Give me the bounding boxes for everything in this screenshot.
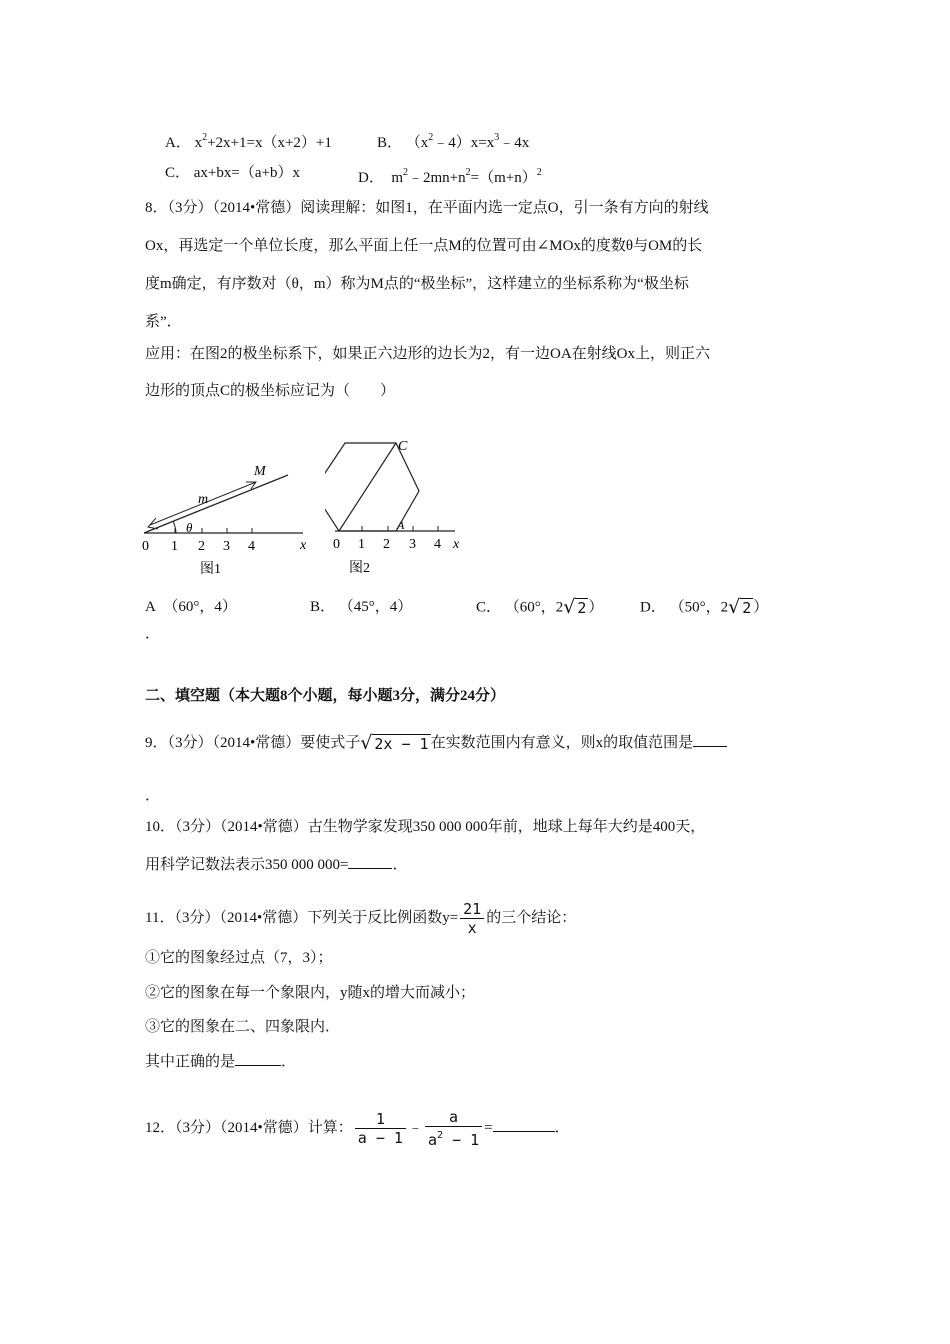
fraction-a-over-a2-minus-1: $\frac{a}{a^2 - 1}$ xyxy=(425,1108,482,1149)
q8-line-4: 系”． xyxy=(145,314,182,330)
fig1-caption: 图1 xyxy=(200,562,221,577)
fig1-tick-1: 1 xyxy=(171,539,178,554)
fraction-1-over-a-minus-1: $\frac{1}{a - 1}$ xyxy=(355,1110,406,1147)
fig2-tick-3: 3 xyxy=(409,537,416,552)
fig2-tick-0: 0 xyxy=(333,537,340,552)
sqrt-expression: √ 2x − 1 xyxy=(360,731,429,754)
fig1-tick-4: 4 xyxy=(248,539,255,554)
fig2-tick-2: 2 xyxy=(383,537,390,552)
fraction-21-over-x: $\frac{21}{x}$ xyxy=(460,900,484,937)
q7-option-b: B． $(x^2﹣4)x=x^3﹣4x$ xyxy=(377,132,530,151)
answer-blank xyxy=(348,854,392,869)
q8-option-b: B． （45°，4） xyxy=(310,599,413,615)
q7-option-c: C． ax+bx=（a+b）x xyxy=(165,165,300,181)
figure-1 xyxy=(138,455,313,580)
q8-line-2: Ox，再选定一个单位长度，那么平面上任一点M的位置可由∠MOx的度数θ与OM的长 xyxy=(145,238,703,254)
fig1-label-M: M xyxy=(254,464,266,479)
figure-2 xyxy=(325,430,470,580)
q8-option-c: C． （60°，2√ 2 ） xyxy=(476,596,604,618)
fig2-caption: 图2 xyxy=(349,561,370,576)
fig2-label-A: A xyxy=(397,518,405,532)
fig2-tick-1: 1 xyxy=(358,537,365,552)
q10-line-1: 10．（3分）（2014•常德）古生物学家发现350 000 000年前，地球上每年大约是400天， xyxy=(145,819,706,835)
fig2-tick-4: 4 xyxy=(434,537,441,552)
q7-option-a: A． $x^2+2x+1=x(x+2)+1$ xyxy=(165,132,332,151)
q8-trailing-dot: ． xyxy=(145,626,161,642)
fig1-label-x: x xyxy=(300,538,307,553)
q9-line: 9．（3分）（2014•常德）要使式子√ 2x − 1 在实数范围内有意义，则x的取值范围是 xyxy=(145,732,727,755)
q8-option-d: D． （50°，2√ 2 ） xyxy=(640,596,769,618)
q11-item-2: ②它的图象在每一个象限内，y随x的增大而减小； xyxy=(145,985,476,1001)
q7-option-d: D． $m^2﹣2mn+n^2=(m+n)^2$ xyxy=(358,167,542,186)
q12-line: 12．（3分）（2014•常德）计算： $\frac{1}{a - 1}$ ﹣ $\frac{a}{a^2 - 1}$ = ． xyxy=(145,1108,570,1149)
fig1-tick-3: 3 xyxy=(223,539,230,554)
sqrt-2: √ 2 xyxy=(728,596,752,618)
q8-line-5: 应用：在图2的极坐标系下，如果正六边形的边长为2，有一边OA在射线Ox上，则正六 xyxy=(145,346,711,362)
q11-line: 11．（3分）（2014•常德）下列关于反比例函数y= $\frac{21}{x}$ 的三个结论： xyxy=(145,900,577,937)
answer-blank xyxy=(235,1051,281,1066)
sqrt-2: √ 2 xyxy=(563,596,587,618)
q10-line-2: 用科学记数法表示350 000 000= ． xyxy=(145,854,407,875)
answer-blank xyxy=(693,732,727,747)
q8-line-1: 8．（3分）（2014•常德）阅读理解：如图1，在平面内选一定点O，引一条有方向的射线 xyxy=(145,200,709,216)
fig1-label-m: m xyxy=(198,492,209,507)
q9-trailing-dot: ． xyxy=(145,788,161,804)
q11-item-1: ①它的图象经过点（7，3）； xyxy=(145,950,333,966)
q11-item-3: ③它的图象在二、四象限内． xyxy=(145,1019,341,1035)
fig1-tick-2: 2 xyxy=(198,539,205,554)
q11-answer-line: 其中正确的是 ． xyxy=(145,1051,296,1072)
fig2-label-x: x xyxy=(453,537,460,552)
fig2-label-C: C xyxy=(398,439,408,454)
answer-blank xyxy=(493,1117,555,1132)
fig1-label-theta: θ xyxy=(186,520,193,535)
fig1-tick-0: 0 xyxy=(142,539,149,554)
q8-line-6: 边形的顶点C的极坐标应记为（ ） xyxy=(145,383,396,399)
q8-line-3: 度m确定，有序数对（θ，m）称为M点的“极坐标”，这样建立的坐标系称为“极坐标 xyxy=(145,276,689,292)
q8-option-a: A （60°，4） xyxy=(145,599,237,615)
section-2-title: 二、填空题（本大题8个小题，每小题3分，满分24分） xyxy=(145,688,506,704)
